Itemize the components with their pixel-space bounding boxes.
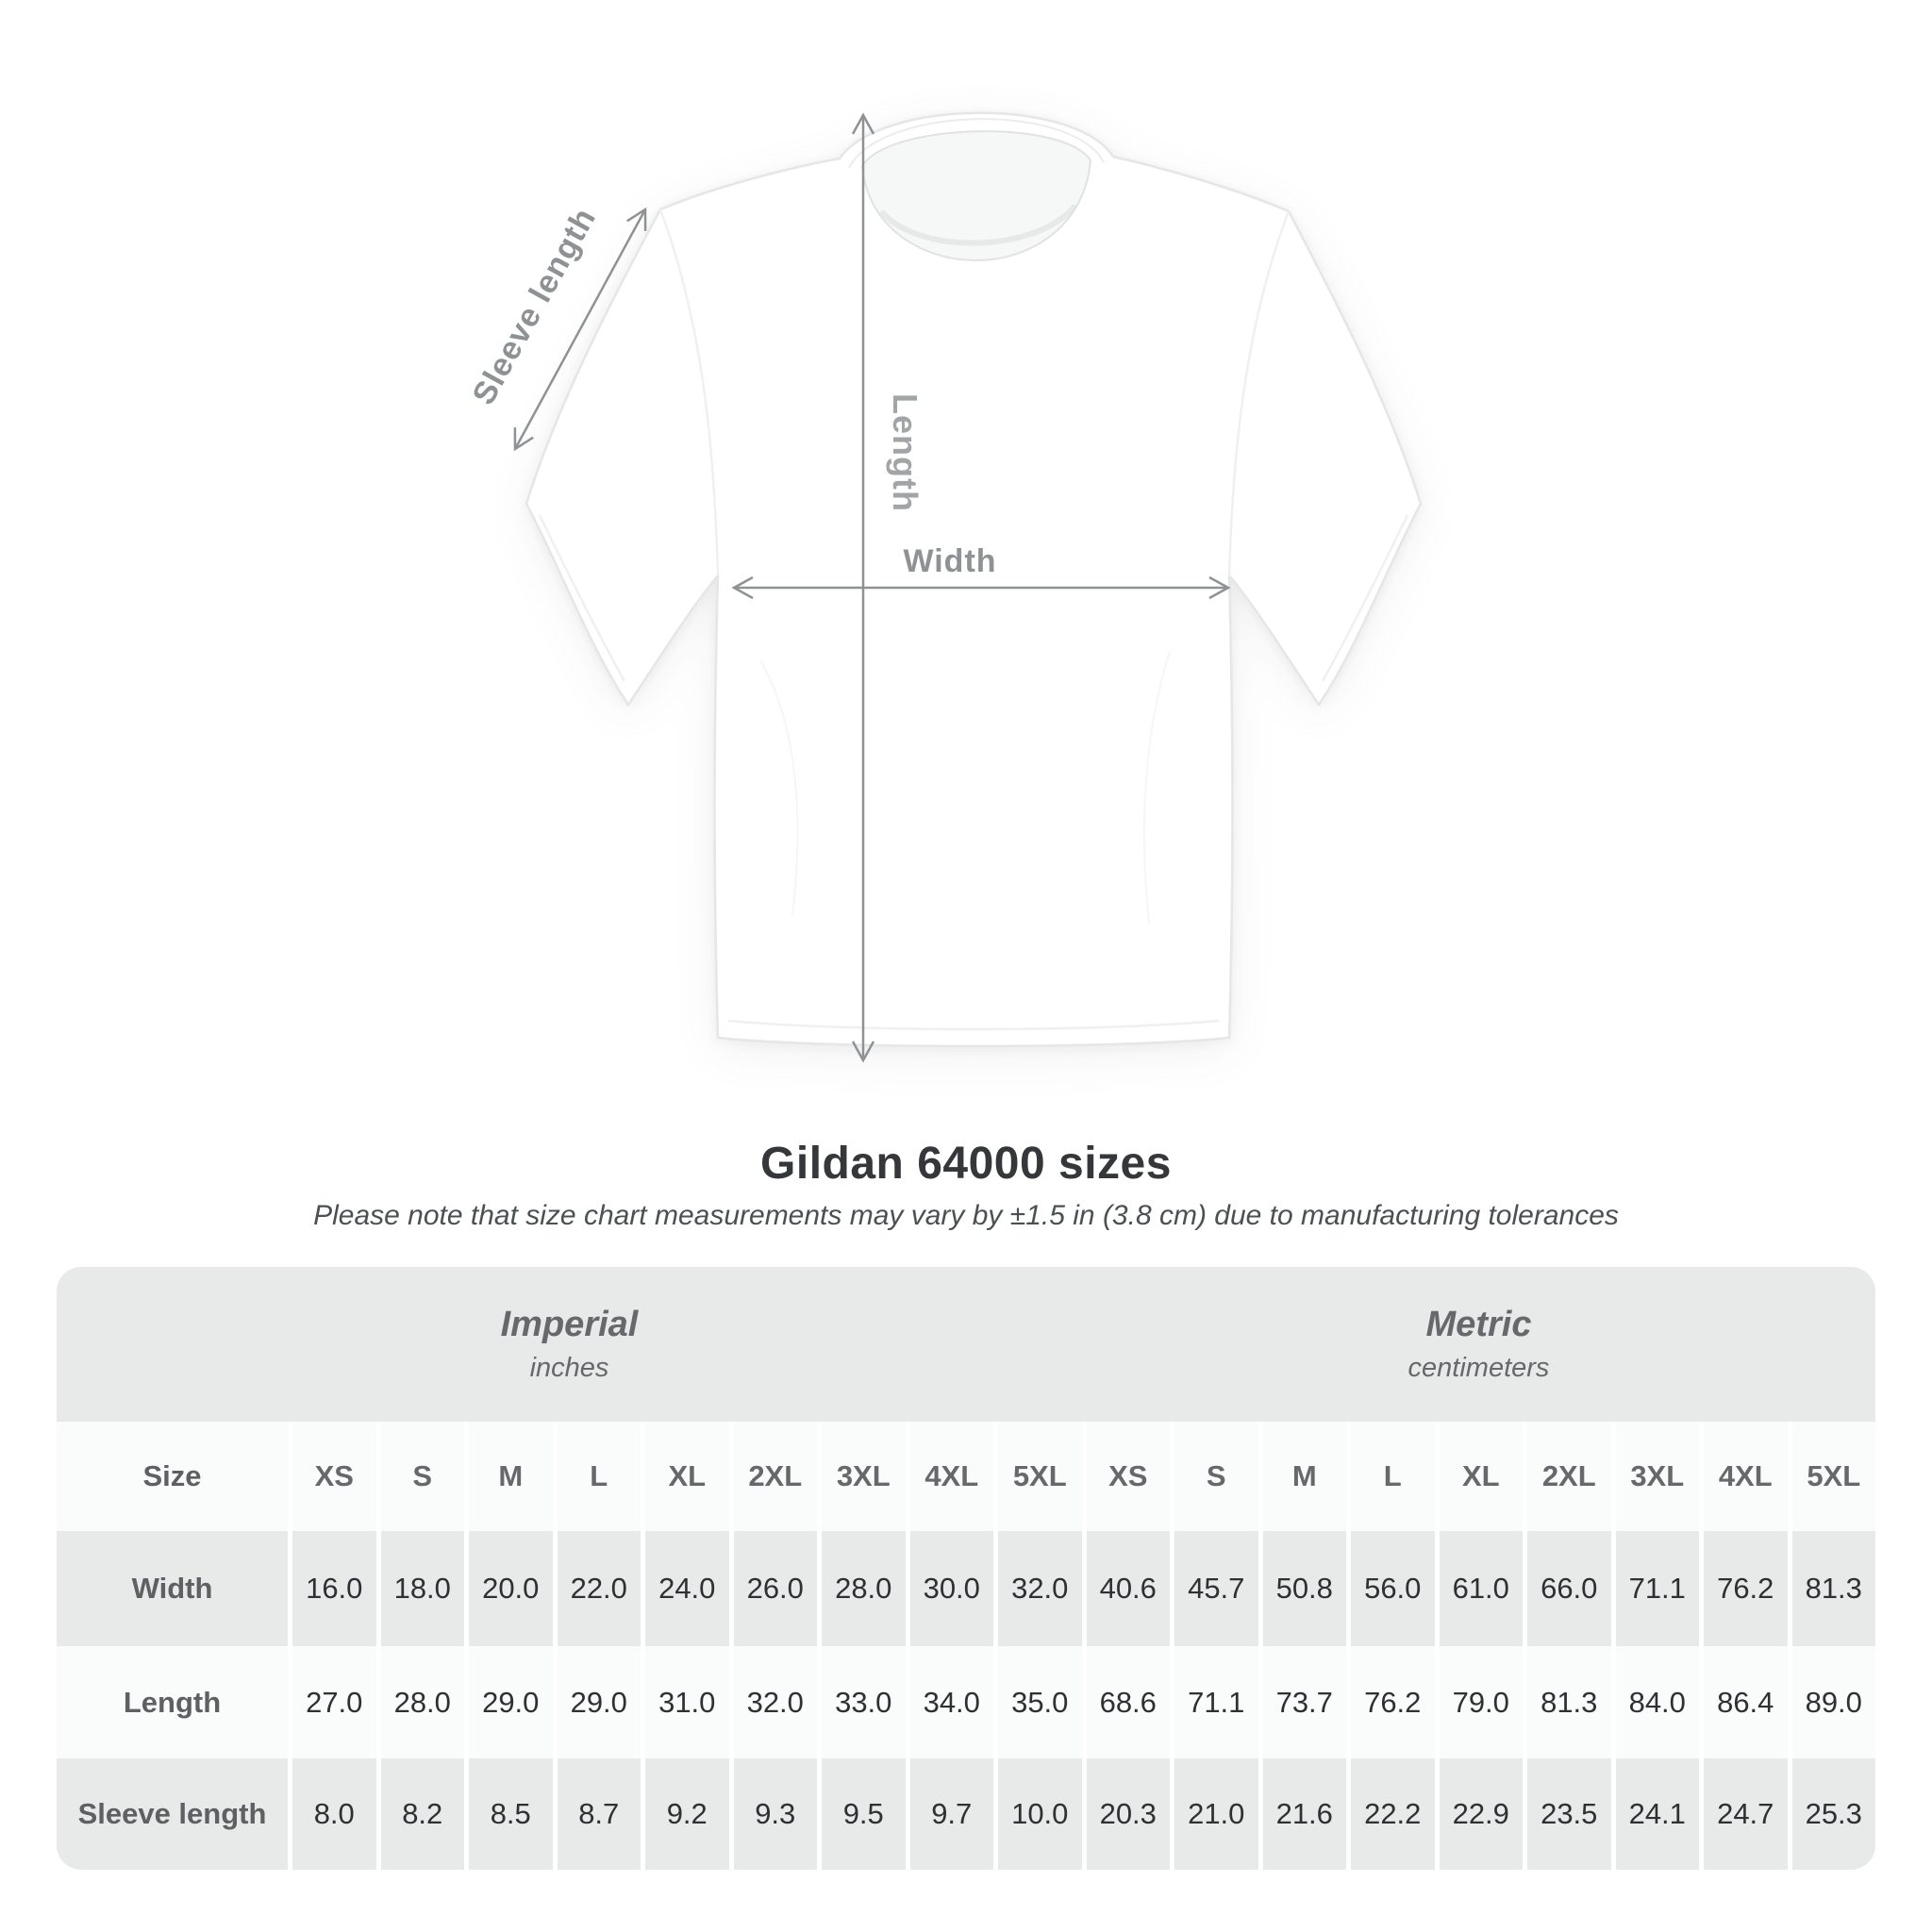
size-value-cell: 22.0 bbox=[558, 1531, 641, 1646]
size-value-cell: 16.0 bbox=[292, 1531, 376, 1646]
size-value-cell: 40.6 bbox=[1087, 1531, 1171, 1646]
size-value-cell: 76.2 bbox=[1704, 1531, 1788, 1646]
size-value-cell: 32.0 bbox=[734, 1646, 818, 1758]
size-value-cell: 76.2 bbox=[1351, 1646, 1435, 1758]
size-value-cell: 35.0 bbox=[998, 1646, 1082, 1758]
size-col-header: XL bbox=[645, 1422, 729, 1531]
size-value-cell: 24.7 bbox=[1704, 1758, 1788, 1870]
size-value-cell: 8.5 bbox=[469, 1758, 553, 1870]
metric-title: Metric bbox=[1425, 1305, 1532, 1344]
size-value-cell: 18.0 bbox=[381, 1531, 465, 1646]
size-value-cell: 68.6 bbox=[1087, 1646, 1171, 1758]
size-value-cell: 26.0 bbox=[734, 1531, 818, 1646]
size-value-cell: 8.7 bbox=[558, 1758, 641, 1870]
size-col-header: 2XL bbox=[734, 1422, 818, 1531]
size-value-cell: 31.0 bbox=[645, 1646, 729, 1758]
size-value-cell: 45.7 bbox=[1174, 1531, 1258, 1646]
page-title: Gildan 64000 sizes bbox=[760, 1139, 1172, 1189]
table-row-sleeve-length bbox=[57, 1758, 1875, 1870]
size-value-cell: 23.5 bbox=[1527, 1758, 1611, 1870]
size-header-row bbox=[57, 1422, 1875, 1531]
width-label: Width bbox=[903, 543, 997, 579]
row-label-length: Length bbox=[57, 1646, 288, 1758]
unit-header-band bbox=[57, 1267, 1875, 1422]
size-value-cell: 20.0 bbox=[469, 1531, 553, 1646]
table-row-length bbox=[57, 1646, 1875, 1758]
size-col-header: 3XL bbox=[822, 1422, 906, 1531]
size-value-cell: 61.0 bbox=[1440, 1531, 1524, 1646]
size-value-cell: 9.2 bbox=[645, 1758, 729, 1870]
size-col-header: M bbox=[469, 1422, 553, 1531]
size-value-cell: 21.0 bbox=[1174, 1758, 1258, 1870]
size-value-cell: 89.0 bbox=[1792, 1646, 1876, 1758]
size-col-header: 5XL bbox=[998, 1422, 1082, 1531]
size-value-cell: 9.5 bbox=[822, 1758, 906, 1870]
size-value-cell: 20.3 bbox=[1087, 1758, 1171, 1870]
size-value-cell: 30.0 bbox=[910, 1531, 994, 1646]
size-value-cell: 33.0 bbox=[822, 1646, 906, 1758]
size-value-cell: 10.0 bbox=[998, 1758, 1082, 1870]
size-value-cell: 28.0 bbox=[381, 1646, 465, 1758]
unit-group-imperial bbox=[57, 1267, 1082, 1422]
size-value-cell: 8.0 bbox=[292, 1758, 376, 1870]
size-value-cell: 27.0 bbox=[292, 1646, 376, 1758]
size-value-cell: 9.7 bbox=[910, 1758, 994, 1870]
size-col-header: 2XL bbox=[1527, 1422, 1611, 1531]
size-value-cell: 71.1 bbox=[1616, 1531, 1700, 1646]
size-col-header: L bbox=[1351, 1422, 1435, 1531]
size-value-cell: 34.0 bbox=[910, 1646, 994, 1758]
size-col-header: L bbox=[558, 1422, 641, 1531]
size-value-cell: 81.3 bbox=[1527, 1646, 1611, 1758]
metric-subtitle: centimeters bbox=[1407, 1353, 1550, 1383]
size-col-header: XS bbox=[1087, 1422, 1171, 1531]
size-value-cell: 56.0 bbox=[1351, 1531, 1435, 1646]
size-value-cell: 29.0 bbox=[558, 1646, 641, 1758]
size-value-cell: 73.7 bbox=[1263, 1646, 1347, 1758]
imperial-subtitle: inches bbox=[529, 1353, 609, 1383]
size-row-label: Size bbox=[57, 1422, 288, 1531]
size-value-cell: 9.3 bbox=[734, 1758, 818, 1870]
page-subtitle: Please note that size chart measurements may vary by ±1.5 in (3.8 cm) due to manufacturing tolerances bbox=[313, 1200, 1619, 1231]
size-value-cell: 79.0 bbox=[1440, 1646, 1524, 1758]
size-value-cell: 8.2 bbox=[381, 1758, 465, 1870]
sleeve-length-label: Sleeve length bbox=[465, 201, 604, 411]
size-col-header: 5XL bbox=[1792, 1422, 1876, 1531]
table-row-width bbox=[57, 1531, 1875, 1646]
imperial-title: Imperial bbox=[500, 1305, 639, 1344]
size-col-header: XL bbox=[1440, 1422, 1524, 1531]
size-value-cell: 22.2 bbox=[1351, 1758, 1435, 1870]
length-label: Length bbox=[886, 393, 924, 512]
size-col-header: S bbox=[381, 1422, 465, 1531]
row-label-width: Width bbox=[57, 1531, 288, 1646]
size-value-cell: 32.0 bbox=[998, 1531, 1082, 1646]
size-value-cell: 29.0 bbox=[469, 1646, 553, 1758]
size-value-cell: 24.1 bbox=[1616, 1758, 1700, 1870]
size-col-header: M bbox=[1263, 1422, 1347, 1531]
size-value-cell: 50.8 bbox=[1263, 1531, 1347, 1646]
size-table bbox=[57, 1267, 1875, 1870]
size-col-header: XS bbox=[292, 1422, 376, 1531]
size-value-cell: 66.0 bbox=[1527, 1531, 1611, 1646]
size-value-cell: 86.4 bbox=[1704, 1646, 1788, 1758]
size-col-header: S bbox=[1174, 1422, 1258, 1531]
size-col-header: 4XL bbox=[1704, 1422, 1788, 1531]
size-value-cell: 28.0 bbox=[822, 1531, 906, 1646]
size-value-cell: 22.9 bbox=[1440, 1758, 1524, 1870]
size-col-header: 3XL bbox=[1616, 1422, 1700, 1531]
size-value-cell: 25.3 bbox=[1792, 1758, 1876, 1870]
size-value-cell: 71.1 bbox=[1174, 1646, 1258, 1758]
size-value-cell: 84.0 bbox=[1616, 1646, 1700, 1758]
size-value-cell: 81.3 bbox=[1792, 1531, 1876, 1646]
size-value-cell: 21.6 bbox=[1263, 1758, 1347, 1870]
unit-group-metric bbox=[1082, 1267, 1875, 1422]
size-value-cell: 24.0 bbox=[645, 1531, 729, 1646]
size-col-header: 4XL bbox=[910, 1422, 994, 1531]
row-label-sleeve-length: Sleeve length bbox=[57, 1758, 288, 1870]
